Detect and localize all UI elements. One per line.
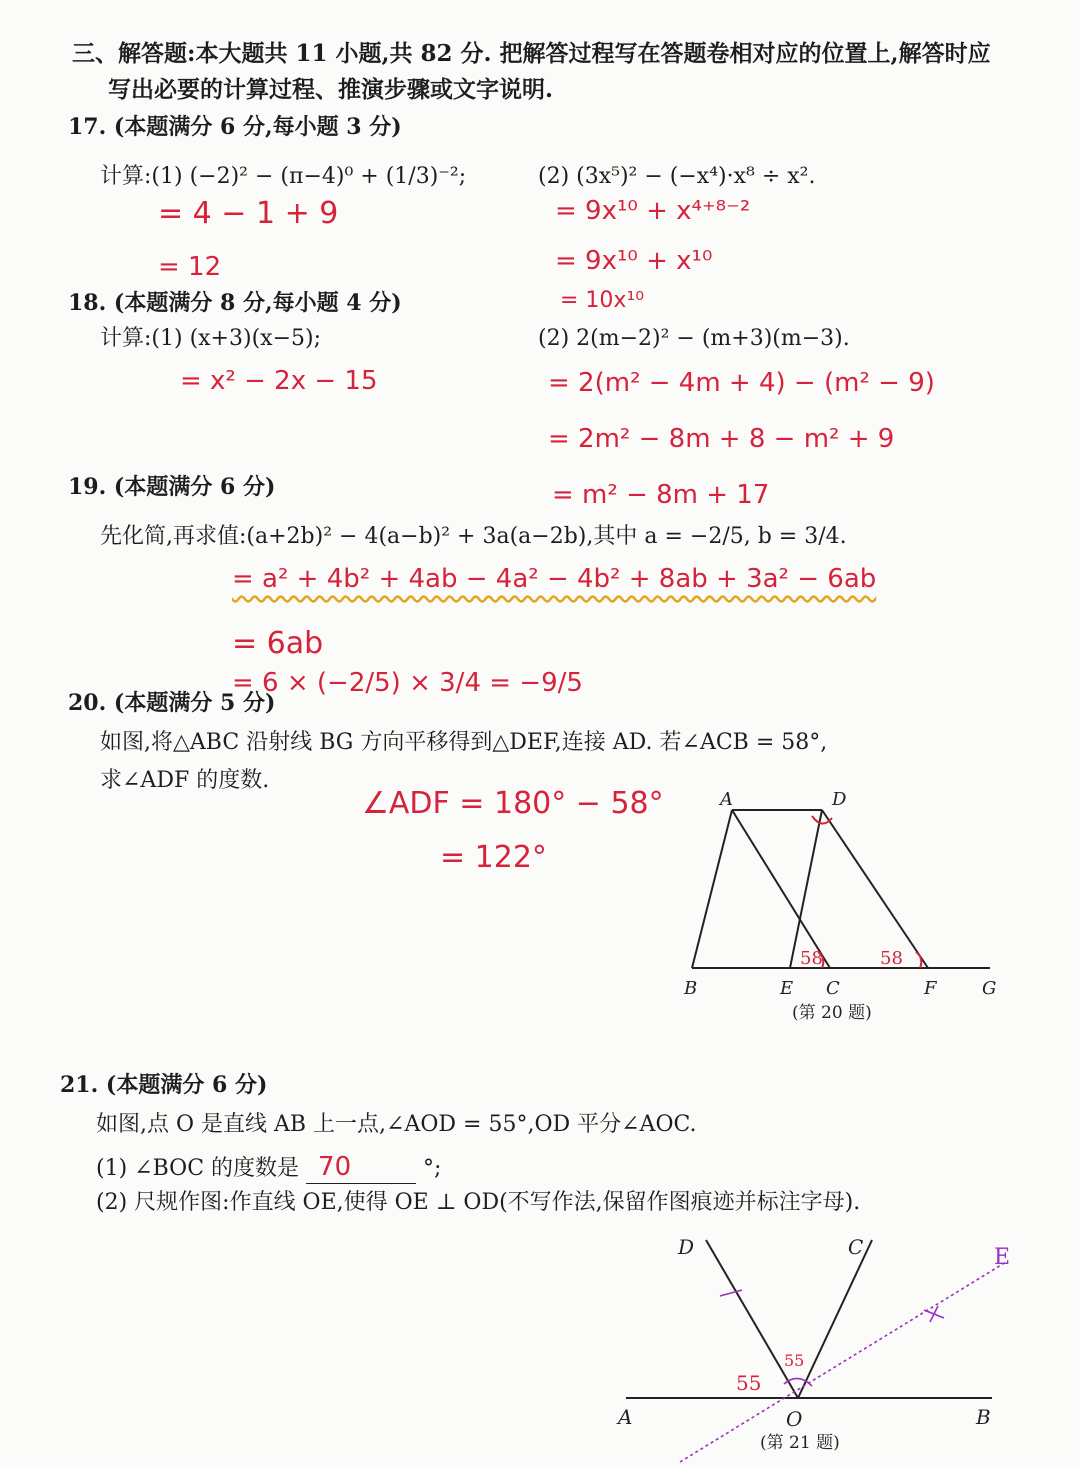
q20-point-c: C <box>826 978 840 999</box>
q21-point-c: C <box>848 1235 864 1259</box>
q17-ans2-step1: = 9x¹⁰ + x⁴⁺⁸⁻² <box>555 196 751 226</box>
q17-part2: (2) (3x⁵)² − (−x⁴)·x⁸ ÷ x². <box>538 164 816 189</box>
q21-line3: (2) 尺规作图:作直线 OE,使得 OE ⊥ OD(不写作法,保留作图痕迹并标注字母). <box>96 1190 861 1215</box>
q20-angle-arc-d <box>812 816 832 824</box>
q21-line2-prefix: (1) ∠BOC 的度数是 <box>96 1156 300 1181</box>
q21-line1: 如图,点 O 是直线 AB 上一点,∠AOD = 55°,OD 平分∠AOC. <box>96 1112 697 1137</box>
q21-answer-value: 70 <box>318 1152 352 1182</box>
q18-ans2-step2: = 2m² − 8m + 8 − m² + 9 <box>548 424 895 454</box>
ray-od <box>706 1240 798 1398</box>
ray-oc <box>798 1240 872 1398</box>
q17-ans2-step2: = 9x¹⁰ + x¹⁰ <box>555 246 713 276</box>
q20-angle-arc-f <box>916 952 921 968</box>
segment-ac <box>732 810 830 968</box>
q18-part1: 计算:(1) (x+3)(x−5); <box>100 326 321 351</box>
q21-angle-label-doc: 55 <box>784 1351 805 1370</box>
q18-ans2-step3: = m² − 8m + 17 <box>552 480 770 510</box>
q20-angle-label-c: 58 <box>800 948 823 969</box>
construction-mark-e <box>924 1306 944 1322</box>
q20-point-a: A <box>720 789 733 810</box>
q18-ans1-step1: = x² − 2x − 15 <box>180 366 378 396</box>
q17-ans1-step1: = 4 − 1 + 9 <box>158 196 339 231</box>
segment-ab <box>692 810 732 968</box>
q19-ans-step2: = 6ab <box>232 626 324 661</box>
q21-angle-label-aod: 55 <box>736 1371 762 1395</box>
q20-line1: 如图,将△ABC 沿射线 BG 方向平移得到△DEF,连接 AD. 若∠ACB = 58°, <box>100 730 828 755</box>
q20-angle-arc-c <box>818 952 823 968</box>
q21-point-a: A <box>618 1405 633 1429</box>
q17-ans1-step2: = 12 <box>158 252 222 282</box>
construction-mark-d <box>720 1290 742 1296</box>
section-subtitle: 写出必要的计算过程、推演步骤或文字说明. <box>108 76 554 103</box>
q21-header: 21. (本题满分 6 分) <box>60 1072 268 1098</box>
q19-ans-step3: = 6 × (−2/5) × 3/4 = −9/5 <box>232 668 583 698</box>
q19-header: 19. (本题满分 6 分) <box>68 474 276 500</box>
segment-de <box>790 810 822 968</box>
q19-problem: 先化简,再求值:(a+2b)² − 4(a−b)² + 3a(a−2b),其中 a = −2/5, b = 3/4. <box>100 524 847 549</box>
construction-arc-o <box>784 1378 812 1386</box>
q18-part2: (2) 2(m−2)² − (m+3)(m−3). <box>538 326 850 351</box>
q17-part1: 计算:(1) (−2)² − (π−4)⁰ + (1/3)⁻²; <box>100 164 467 189</box>
q20-point-e: E <box>780 978 794 999</box>
q20-line2: 求∠ADF 的度数. <box>100 768 270 793</box>
line-oe-construction <box>680 1262 1006 1462</box>
q21-point-e: E <box>994 1245 1011 1270</box>
q18-header: 18. (本题满分 8 分,每小题 4 分) <box>68 290 402 316</box>
q18-ans2-step1: = 2(m² − 4m + 4) − (m² − 9) <box>548 368 935 398</box>
q21-answer-blank[interactable] <box>306 1152 416 1184</box>
q20-point-f: F <box>924 978 937 999</box>
q21-point-b: B <box>976 1405 991 1429</box>
q20-caption: (第 20 题) <box>792 1003 872 1023</box>
q21-line2 <box>96 1152 441 1184</box>
q20-point-d: D <box>832 789 847 810</box>
q17-ans2-step3: = 10x¹⁰ <box>560 288 645 313</box>
q20-ans-step2: = 122° <box>440 840 547 875</box>
q21-caption: (第 21 题) <box>760 1433 840 1453</box>
section-title: 三、解答题:本大题共 11 小题,共 82 分. 把解答过程写在答题卷相对应的位置上,解答时应 <box>72 40 991 67</box>
q20-point-b: B <box>684 978 698 999</box>
q21-point-o: O <box>786 1407 803 1431</box>
q21-line2-suffix: °; <box>423 1156 442 1181</box>
q20-header: 20. (本题满分 5 分) <box>68 690 276 716</box>
q20-ans-step1: ∠ADF = 180° − 58° <box>362 786 664 821</box>
q17-header: 17. (本题满分 6 分,每小题 3 分) <box>68 114 402 140</box>
q20-point-g: G <box>982 978 997 999</box>
segment-df <box>822 810 928 968</box>
q21-point-d: D <box>678 1235 695 1259</box>
q19-ans-step1: = a² + 4b² + 4ab − 4a² − 4b² + 8ab + 3a² − 6ab <box>232 564 877 594</box>
q20-angle-label-f: 58 <box>880 948 903 969</box>
